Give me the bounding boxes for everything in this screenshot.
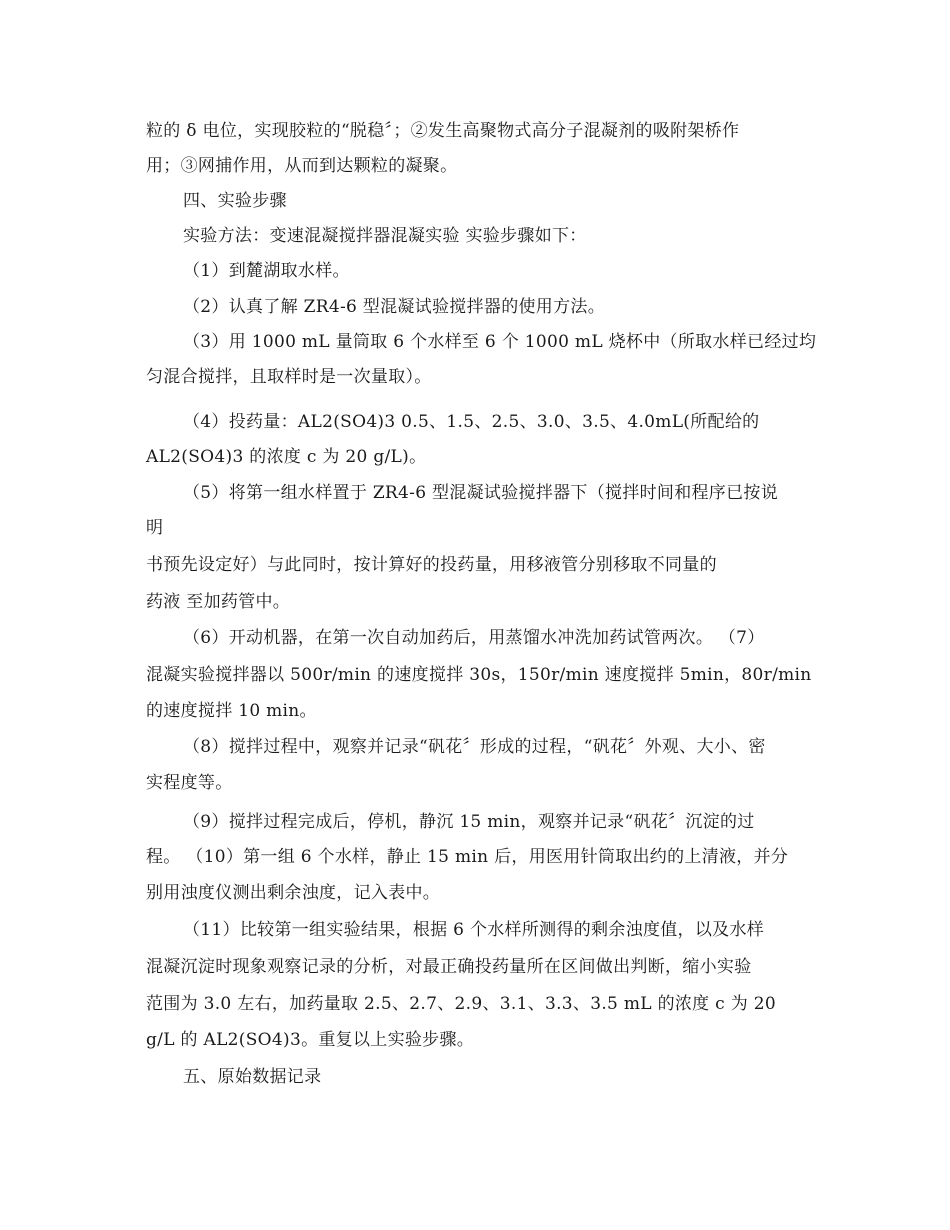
step-line: （9）搅拌过程完成后，停机，静沉 15 min，观察并记录“矾花〞沉淀的过 — [183, 812, 755, 832]
body-line: 匀混合搅拌，且取样时是一次量取）。 — [146, 367, 432, 387]
body-line: 药液 至加药管中。 — [146, 592, 291, 612]
body-line: 范围为 3.0 左右，加药量取 2.5、2.7、2.9、3.1、3.3、3.5 mL 的浓度 c 为 20 — [146, 994, 776, 1014]
body-line: 混凝实验搅拌器以 500r/min 的速度搅拌 30s，150r/min 速度搅拌 5min，80r/min — [146, 665, 812, 685]
section-heading: 四、实验步骤 — [183, 191, 287, 211]
step-line: （11）比较第一组实验结果，根据 6 个水样所测得的剩余浊度值，以及水样 — [183, 920, 765, 940]
body-line: 书预先设定好）与此同时，按计算好的投药量，用移液管分别移取不同量的 — [146, 555, 717, 575]
body-line: 的速度搅拌 10 min。 — [146, 701, 317, 721]
step-line: （6）开动机器，在第一次自动加药后，用蒸馏水冲洗加药试管两次。 （7） — [183, 628, 765, 648]
step-line: （2）认真了解 ZR4-6 型混凝试验搅拌器的使用方法。 — [183, 297, 606, 317]
body-line: 用；③网捕作用，从而到达颗粒的凝聚。 — [146, 156, 458, 176]
body-line: 混凝沉淀时现象观察记录的分析，对最正确投药量所在区间做出判断，缩小实验 — [146, 957, 752, 977]
step-line: （1）到麓湖取水样。 — [183, 261, 350, 281]
step-line: （5）将第一组水样置于 ZR4-6 型混凝试验搅拌器下（搅拌时间和程序已按说 — [183, 483, 779, 503]
step-line: （3）用 1000 mL 量筒取 6 个水样至 6 个 1000 mL 烧杯中（所取水样已经过均 — [183, 332, 817, 352]
body-line: 别用浊度仪测出剩余浊度，记入表中。 — [146, 883, 441, 903]
section-heading: 五、原始数据记录 — [183, 1067, 322, 1087]
body-line: 实程度等。 — [146, 773, 233, 793]
body-line: 程。 （10）第一组 6 个水样，静止 15 min 后，用医用针筒取出约的上清液，并分 — [146, 847, 789, 867]
body-line: 明 — [146, 518, 164, 538]
body-line: 实验方法：变速混凝搅拌器混凝实验 实验步骤如下： — [183, 226, 587, 246]
body-line: g/L 的 AL2(SO4)3。重复以上实验步骤。 — [146, 1030, 475, 1050]
body-line: 粒的 δ 电位，实现胶粒的“脱稳〞；②发生高聚物式高分子混凝剂的吸附架桥作 — [146, 121, 740, 141]
body-line: AL2(SO4)3 的浓度 c 为 20 g/L)。 — [146, 447, 427, 467]
step-line: （8）搅拌过程中，观察并记录“矾花〞形成的过程，“矾花〞外观、大小、密 — [183, 737, 766, 757]
step-line: （4）投药量：AL2(SO4)3 0.5、1.5、2.5、3.0、3.5、4.0mL(所配给的 — [183, 412, 760, 432]
